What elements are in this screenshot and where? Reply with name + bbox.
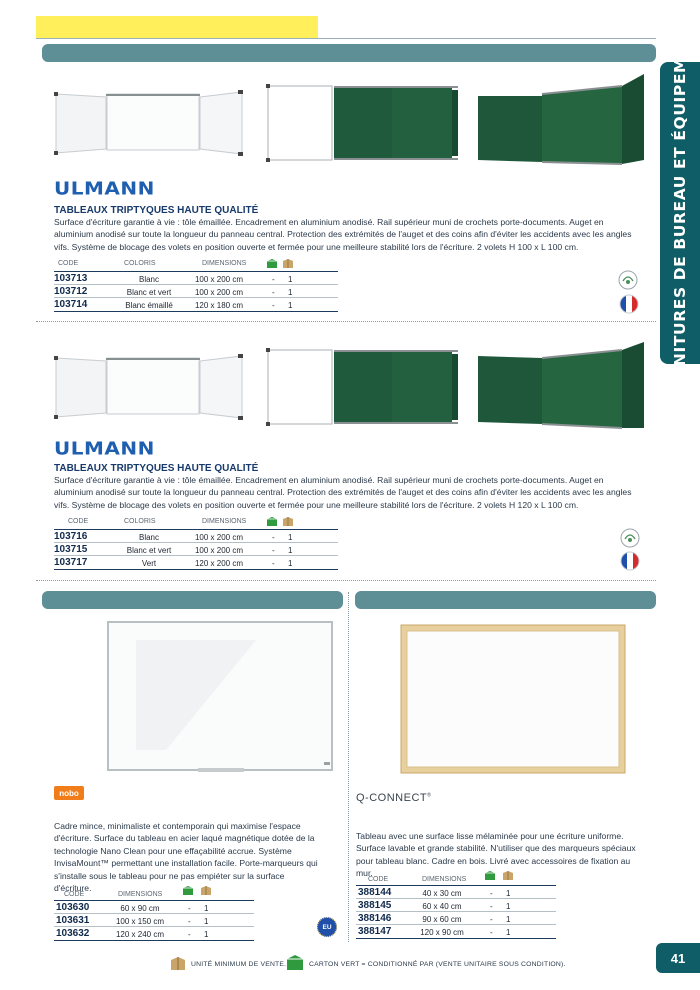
product-image-nobo-whiteboard [106,620,336,776]
dimensions-value: 90 x 60 cm [422,915,462,924]
table-row [54,286,338,296]
product-description: Tableau avec une surface lisse mélaminée pour une écriture uniforme. Surface lavable et grande stabilité. N'utiliser que des marqueurs spéciaux pour tableau blanc. Cadre en bois. Livré avec accessoires de fixation au mur. [356,831,636,879]
coloris-value: Blanc [138,533,159,542]
table-row [54,557,338,567]
product-image-triptych-white [52,344,247,429]
page-number: 41 [656,943,700,973]
carton-value: 1 [204,904,209,913]
table-row [54,915,254,925]
table-row [356,926,556,936]
row-divider [356,898,556,899]
category-side-tab-label: FOURNITURES DE BUREAU ET ÉQUIPEMENTS [671,9,689,417]
row-divider [54,926,254,927]
product-image-triptych-white-green [266,78,462,168]
carton-green-icon [266,516,278,527]
carton-kraft-icon [200,885,212,896]
coloris-value: Vert [141,559,157,568]
product-image-triptych-white [52,80,247,165]
column-header-coloris: COLORIS [124,260,156,267]
carton-kraft-icon [502,870,514,881]
dimensions-value: 100 x 200 cm [194,546,244,555]
product-image-triptych-white-green [266,342,462,432]
section-bar-4 [355,591,656,609]
brand-logo-ulmann: ULMANN [54,437,155,459]
section-divider [36,321,656,322]
product-code: 103630 [56,902,90,913]
dimensions-value: 60 x 40 cm [422,902,462,911]
eu-badge-label: EU [322,923,332,931]
row-divider [54,542,338,543]
product-code: 103715 [54,544,88,555]
product-description: Cadre mince, minimaliste et contemporain qui maximise l'espace d'écriture. Surface du tableau en acier laqué magnétique dotée de la technologie Nano Clean pour une effaçabilité accrue. Système InvisaMount™ permettant une installation facile. Porte-marqueurs qui s'installe sous le tableau pour ne pas empiéter sur la surface d'écriture. [54,821,318,894]
column-header-coloris: COLORIS [124,518,156,525]
dimensions-value: 120 x 180 cm [194,301,244,310]
coloris-value: Blanc et vert [126,288,172,297]
product-code: 103714 [54,299,88,310]
section-bar-1 [42,44,656,62]
row-divider [356,924,556,925]
eu-badge-icon [317,917,337,937]
row-divider [356,911,556,912]
product-code: 388147 [358,926,392,937]
column-header-dimensions: DIMENSIONS [422,876,467,883]
dimensions-value: 120 x 90 cm [420,928,464,937]
carton-value: 1 [288,559,293,568]
product-code: 388144 [358,887,392,898]
carton-value: 1 [506,902,511,911]
brand-logo-ulmann: ULMANN [54,177,155,199]
product-code: 103716 [54,531,88,542]
unit-value: - [272,559,275,568]
product-image-triptych-green [476,72,646,174]
section-divider [36,580,656,581]
brand-logo-q-connect [356,792,431,804]
row-divider [54,297,338,298]
table-bottom-rule [54,940,254,941]
product-image-triptych-green [476,338,646,438]
spec-table [356,870,556,942]
product-description: Surface d'écriture garantie à vie : tôle émaillée. Encadrement en aluminium anodisé. Rail supérieur muni de crochets porte-documents. Auget en aluminium anodisé sur toute la longueur du panneau central. Protection des extrémités de l'auget et des coins afin d'éviter les accidents avec les angles vifs. Système de blocage des volets en position ouverte et fermée pour une meilleure stabilité lors de l'écriture. 2 volets H 120 x L 100 cm. [54,475,632,510]
product-code: 388146 [358,913,392,924]
spec-table [54,260,338,316]
product-code: 103712 [54,286,88,297]
unit-value: - [272,275,275,284]
unit-value: - [272,546,275,555]
column-header-dimensions: DIMENSIONS [202,260,247,267]
carton-value: 1 [288,546,293,555]
carton-value: 1 [288,301,293,310]
dimensions-value: 100 x 200 cm [194,288,244,297]
unit-value: - [490,889,493,898]
unit-value: - [188,904,191,913]
brand-logo-nobo: nobo [54,786,84,800]
dimensions-value: 100 x 200 cm [194,533,244,542]
product-code: 103632 [56,928,90,939]
product-description: Surface d'écriture garantie à vie : tôle émaillée. Encadrement en aluminium anodisé. Rail supérieur muni de crochets porte-documents. Auget en aluminium anodisé sur toute la longueur du panneau central. Protection des extrémités de l'auget et des coins afin d'éviter les accidents avec les angles vifs. Système de blocage des volets en position ouverte et fermée pour une meilleure stabilité lors de l'écriture. 2 volets H 100 x L 100 cm. [54,217,632,252]
column-header-code: CODE [368,876,389,883]
dimensions-value: 40 x 30 cm [422,889,462,898]
table-row [54,273,338,283]
product-code: 103717 [54,557,88,568]
product-image-q-connect-whiteboard [400,624,626,774]
unit-value: - [188,917,191,926]
carton-kraft-icon [282,516,294,527]
dimensions-value: 120 x 200 cm [194,559,244,568]
product-code: 103713 [54,273,88,284]
column-header-dimensions: DIMENSIONS [118,891,163,898]
dimensions-value: 100 x 200 cm [194,275,244,284]
brand-name: Q-CONNECT [356,792,428,804]
spec-table [54,518,338,574]
footer-carton-legend: CARTON VERT = CONDITIONNÉ PAR (VENTE UNITAIRE SOUS CONDITION). [309,961,566,968]
footer-unit-legend: UNITÉ MINIMUM DE VENTE. [191,961,287,968]
row-divider [54,284,338,285]
dimensions-value: 100 x 150 cm [115,917,165,926]
france-flag-icon [620,551,640,571]
unit-value: - [272,533,275,542]
coloris-value: Blanc émaillé [125,301,173,310]
table-header-rule [54,900,254,901]
table-row [54,531,338,541]
table-row [356,913,556,923]
table-header-rule [54,529,338,530]
row-divider [54,913,254,914]
carton-value: 1 [506,889,511,898]
section-bar-3 [42,591,343,609]
unit-value: - [490,915,493,924]
dimensions-value: 60 x 90 cm [120,904,160,913]
spec-table [54,885,254,941]
unit-value: - [272,301,275,310]
unit-value: - [490,928,493,937]
carton-green-icon [182,885,194,896]
coloris-value: Blanc [138,275,159,284]
table-header-rule [54,271,338,272]
france-flag-icon [619,294,639,314]
carton-kraft-icon [170,956,186,971]
header-rule [36,38,656,39]
table-bottom-rule [54,569,338,570]
header-highlight [36,16,318,38]
table-row [356,887,556,897]
carton-green-icon [266,258,278,269]
table-bottom-rule [54,311,338,312]
carton-value: 1 [204,930,209,939]
table-bottom-rule [356,938,556,939]
product-title: TABLEAUX TRIPTYQUES HAUTE QUALITÉ [54,463,259,474]
eco-label-icon [618,270,638,290]
table-row [54,902,254,912]
carton-value: 1 [288,275,293,284]
carton-value: 1 [506,928,511,937]
column-header-code: CODE [68,518,89,525]
product-code: 103631 [56,915,90,926]
table-row [54,299,338,309]
column-header-code: CODE [64,891,85,898]
dimensions-value: 120 x 240 cm [115,930,165,939]
carton-green-icon [286,954,304,971]
brand-registered-mark: ® [427,792,432,799]
carton-green-icon [484,870,496,881]
column-header-code: CODE [58,260,79,267]
table-row [54,544,338,554]
carton-value: 1 [288,288,293,297]
column-divider [348,592,349,942]
product-title: TABLEAUX TRIPTYQUES HAUTE QUALITÉ [54,205,259,216]
column-header-dimensions: DIMENSIONS [202,518,247,525]
carton-value: 1 [288,533,293,542]
carton-kraft-icon [282,258,294,269]
table-header-rule [356,885,556,886]
carton-value: 1 [204,917,209,926]
unit-value: - [490,902,493,911]
eco-label-icon [620,528,640,548]
row-divider [54,555,338,556]
table-row [54,928,254,938]
coloris-value: Blanc et vert [126,546,172,555]
carton-value: 1 [506,915,511,924]
category-side-tab-label-wrap [660,9,700,417]
product-code: 388145 [358,900,392,911]
unit-value: - [272,288,275,297]
unit-value: - [188,930,191,939]
table-row [356,900,556,910]
